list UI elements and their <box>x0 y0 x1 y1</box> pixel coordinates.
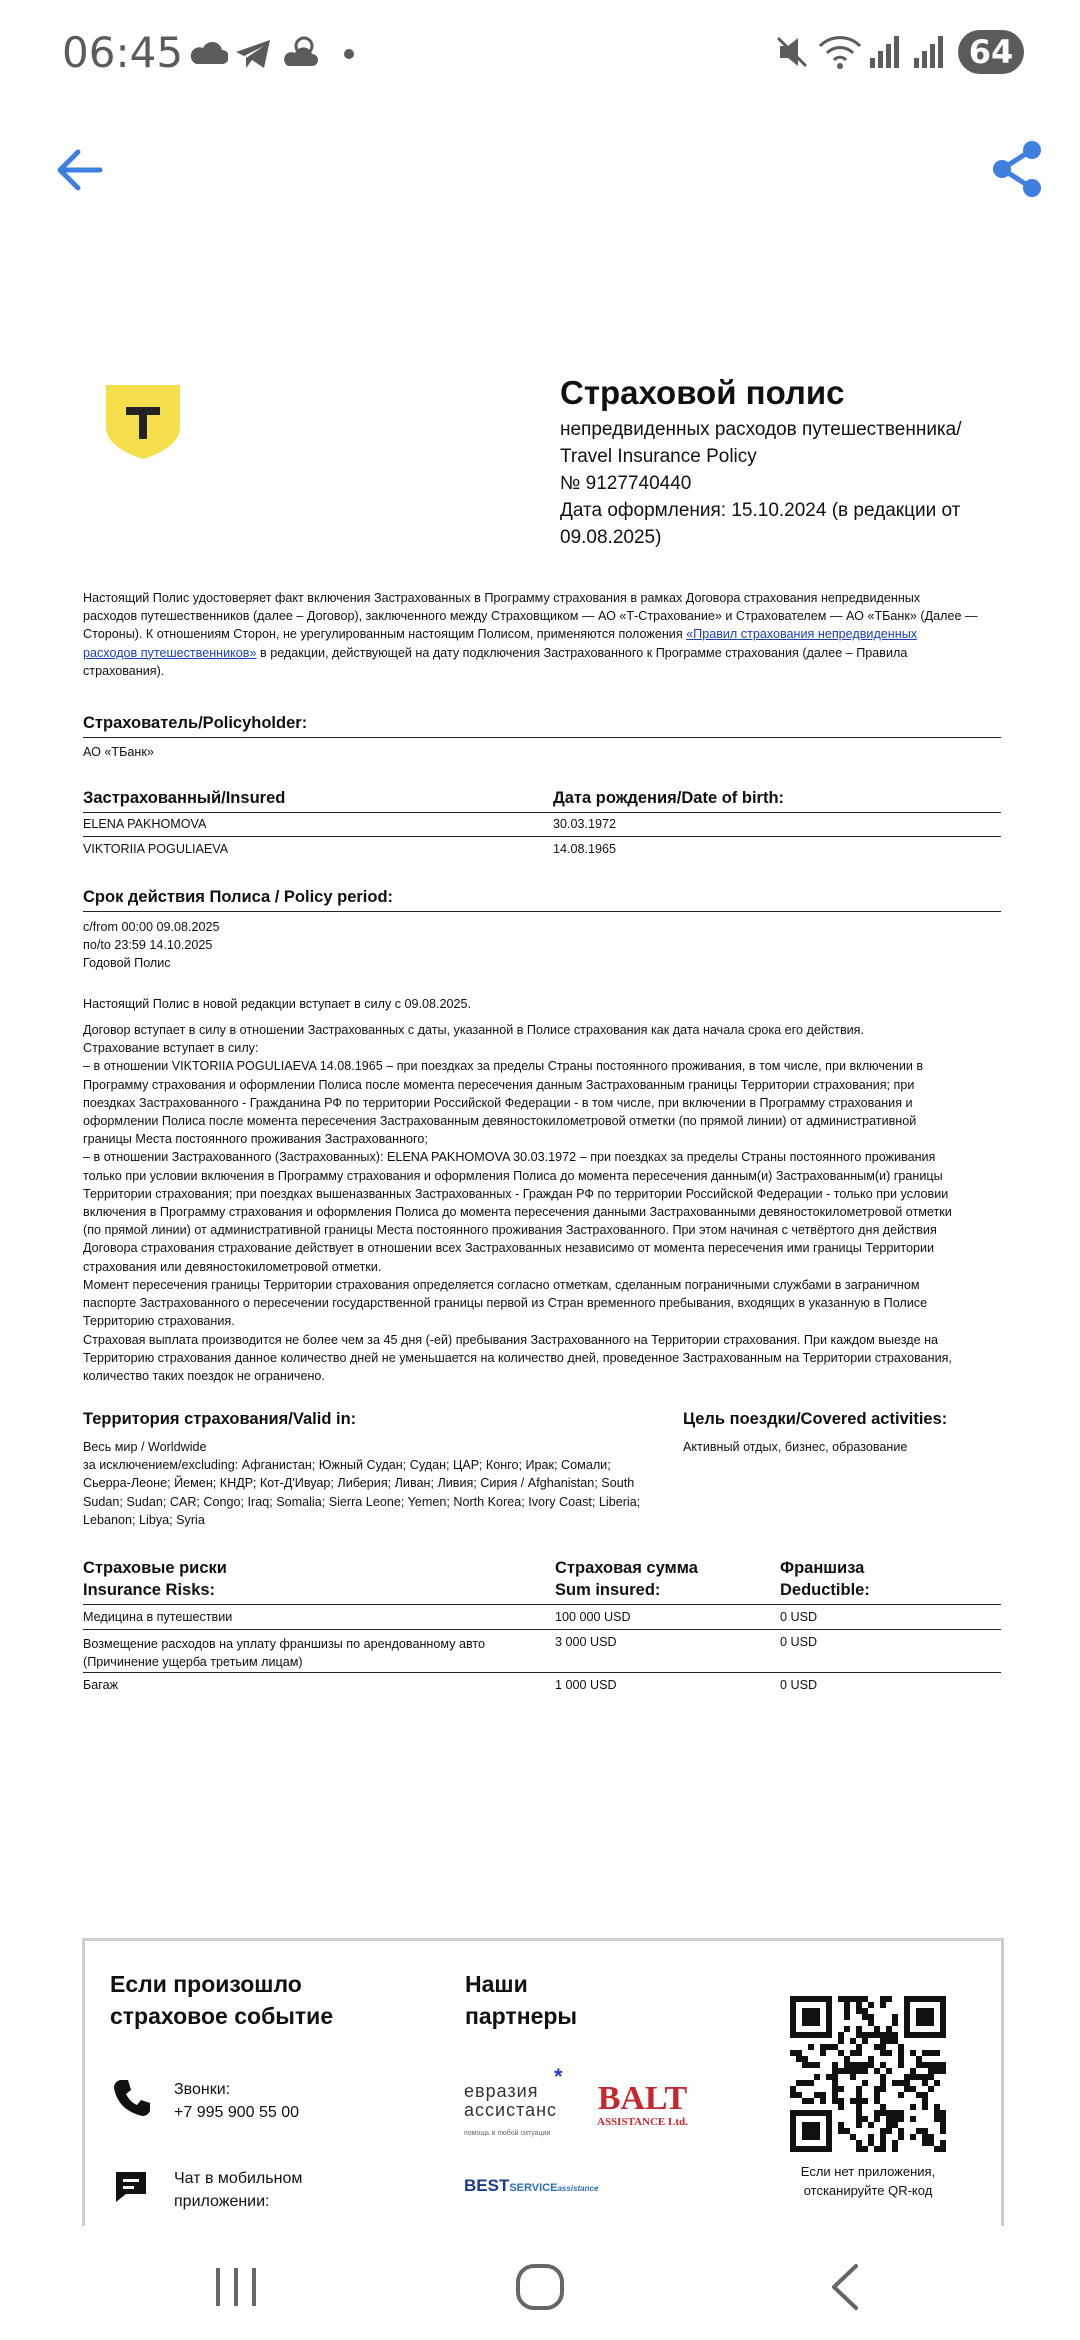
status-time: 06:45 <box>62 28 184 77</box>
policyholder-value: АО «ТБанк» <box>83 745 154 759</box>
risk-sum: 3 000 USD <box>555 1635 617 1649</box>
rules-link[interactable]: «Правил страхования непредвиденных <box>686 627 918 642</box>
territory-values: Весь мир / Worldwide за исключением/excluding: Афганистан; Южный Судан; Судан; ЦАР; Конго; Ирак; Сомали; Сьерра-Леоне; Йемен; КНДР; Кот-Д'Ивуар; Либерия; Ливан; Ливия; Сирия / Afghanistan; South Sudan; Sudan; CAR; Congo; Iraq; Somalia; Sierra Leone; Yemen; North Korea; Ivory Coast; Liberia; Lebanon; Libya; Syria <box>83 1440 641 1527</box>
issue-date-edition: 09.08.2025) <box>560 527 662 548</box>
insured-name: ELENA PAKHOMOVA <box>83 817 207 831</box>
risk-deductible: 0 USD <box>780 1635 818 1649</box>
chat-label-cont: приложении: <box>174 2193 270 2210</box>
risk-name: Возмещение расходов на уплату франшизы по арендованному авто (Причинение ущерба третьим лицам) <box>83 1637 486 1669</box>
risk-name: Багаж <box>83 1678 119 1692</box>
insured-dob: 14.08.1965 <box>553 842 617 856</box>
risk-sum: 1 000 USD <box>555 1678 617 1692</box>
partner-balt-logo: BALT ASSISTANCE Ltd. <box>597 2080 688 2128</box>
policy-number: № 9127740440 <box>560 473 692 494</box>
back-arrow-icon[interactable] <box>50 140 110 200</box>
terms-effective: Настоящий Полис в новой редакции вступает в силу с 09.08.2025. <box>83 997 472 1011</box>
policyholder-heading: Страхователь/Policyholder: <box>83 714 308 732</box>
period-values: с/from 00:00 09.08.2025 по/to 23:59 14.10.2025 Годовой Полис <box>83 920 220 971</box>
partners-heading: Наши партнеры <box>465 1971 578 2029</box>
tbank-logo <box>104 383 182 461</box>
risk-deductible: 0 USD <box>780 1678 818 1692</box>
notification-dot <box>344 49 354 59</box>
document-title: Страховой полис <box>560 374 845 411</box>
period-heading: Срок действия Полиса / Policy period: <box>83 888 394 906</box>
territory-heading: Территория страхования/Valid in: <box>83 1410 357 1428</box>
calls-label: Звонки: <box>174 2081 231 2098</box>
telegram-icon <box>234 38 274 70</box>
partner-bestservice-logo: BESTSERVICEassistance <box>464 2176 599 2195</box>
sum-heading: Страховая сумма Sum insured: <box>555 1559 698 1599</box>
deductible-heading: Франшиза Deductible: <box>780 1559 870 1599</box>
terms-paragraph: Договор вступает в силу в отношении Застрахованных с даты, указанной в Полисе страхования как дата начала срока его действия. Страхование вступает в силу: – в отношении VIKTORIIA POGULIAEVA 14.08.1965 – при поездках за пределы Страны постоянного проживания, в том числе, при включении в Программу страхования и оформлении Полиса после момента пересечения данным Застрахованным границы Территории страхования; при поездках Застрахованного - Гражданина РФ по территории Российской Федерации - в том числе, при включении в Программу страхования и оформлении Полиса после момента пересечения Застрахованным девяностокилометровой отметки (по прямой линии) от административной границы Места постоянного проживания Застрахованного; – в отношении Застрахованного (Застрахованных): ELENA PAKHOMOVA 30.03.1972 – при поездках за пределы Страны постоянного проживания только при условии включения в Программу страхования и оформления Полиса до момента пересечения данным(и) Застрахованным(и) границы Территории страхования; при поездках вышеназванных Застрахованных - Граждан РФ по территории Российской Федерации - только при условии включения в Программу страхования и оформления Полиса до момента пересечения данными Застрахованными девяностокилометровой отметки (по прямой линии) от административной границы Места постоянного проживания Застрахованного. При этом начиная с четвёртого дня действия Договора страхования страхование действует в отношении всех Застрахованных независимо от момента пересечения ими границы Территории страхования или девяностокилометровой отметки. Момент пересечения границы Территории страхования определяется согласно отметкам, сделанным пограничными службами в заграничном паспорте Застрахованного о пересечении государственной границы первой из Стран временного пребывания, входящих в указанную в Полисе Территорию страхования. <box>83 1023 952 1329</box>
purpose-heading: Цель поездки/Covered activities: <box>683 1410 948 1428</box>
event-heading: Если произошло страховое событие <box>110 1971 334 2029</box>
insured-dob: 30.03.1972 <box>553 817 617 831</box>
wifi-icon <box>818 34 862 70</box>
chat-icon[interactable] <box>112 2168 150 2206</box>
asterisk-icon: * <box>554 2064 563 2089</box>
document-subtitle-en: Travel Insurance Policy <box>560 446 757 467</box>
signal-icon <box>868 34 904 70</box>
purpose-value: Активный отдых, бизнес, образование <box>683 1440 908 1454</box>
recent-apps-icon[interactable] <box>212 2262 260 2312</box>
insured-name: VIKTORIIA POGULIAEVA <box>83 842 229 856</box>
qr-caption: Если нет приложения, отсканируйте QR-код <box>800 2164 936 2198</box>
qr-code[interactable] <box>790 1996 946 2152</box>
intro-paragraph: Настоящий Полис удостоверяет факт включения Застрахованных в Программу страхования в рамках Договора страхования непредвиденных расходов путешественников (далее – Договор), заключенного между Страховщиком — АО «Т-Страхование» и Страхователем — АО «ТБанк» (Далее — Стороны). К отношениям Сторон, не урегулированным настоящим Полисом, применяются положения «Правил страхования непредвиденных расходов путешественников» в редакции, действующей на дату подключения Застрахованного к Программе страхования (далее – Правила страхования). <box>83 591 978 678</box>
issue-date: Дата оформления: 15.10.2024 (в редакции от <box>560 500 961 521</box>
phone-icon[interactable] <box>112 2078 152 2118</box>
weather-icon <box>282 34 322 70</box>
risks-heading: Страховые риски Insurance Risks: <box>83 1559 227 1599</box>
battery-indicator: 64 <box>958 30 1024 74</box>
signal-icon-2 <box>912 34 948 70</box>
insured-heading: Застрахованный/Insured <box>83 789 286 807</box>
home-icon[interactable] <box>514 2262 566 2312</box>
partner-evrazia-logo: евразия ассистанс помощь в любой ситуации <box>464 2081 558 2137</box>
mute-icon <box>774 34 810 70</box>
risk-deductible: 0 USD <box>780 1610 818 1624</box>
terms-payment: Страховая выплата производится не более чем за 45 дня (-ей) пребывания Застрахованного на Территории страхования. При каждом выезде на Территорию страхования данное количество дней не уменьшается на количество дней, проведенное Застрахованным на Территории страхования, количество таких поездок не ограничено. <box>83 1333 952 1384</box>
calls-phone[interactable]: +7 995 900 55 00 <box>174 2104 300 2121</box>
chat-label: Чат в мобильном <box>174 2170 303 2187</box>
share-icon[interactable] <box>986 138 1048 200</box>
document-subtitle: непредвиденных расходов путешественника/ <box>560 419 962 440</box>
risk-name: Медицина в путешествии <box>83 1610 233 1624</box>
back-nav-icon[interactable] <box>826 2262 862 2312</box>
rules-link-cont[interactable]: расходов путешественников» <box>83 645 257 660</box>
dob-heading: Дата рождения/Date of birth: <box>553 789 785 807</box>
risk-sum: 100 000 USD <box>555 1610 631 1624</box>
cloud-icon <box>188 40 228 66</box>
